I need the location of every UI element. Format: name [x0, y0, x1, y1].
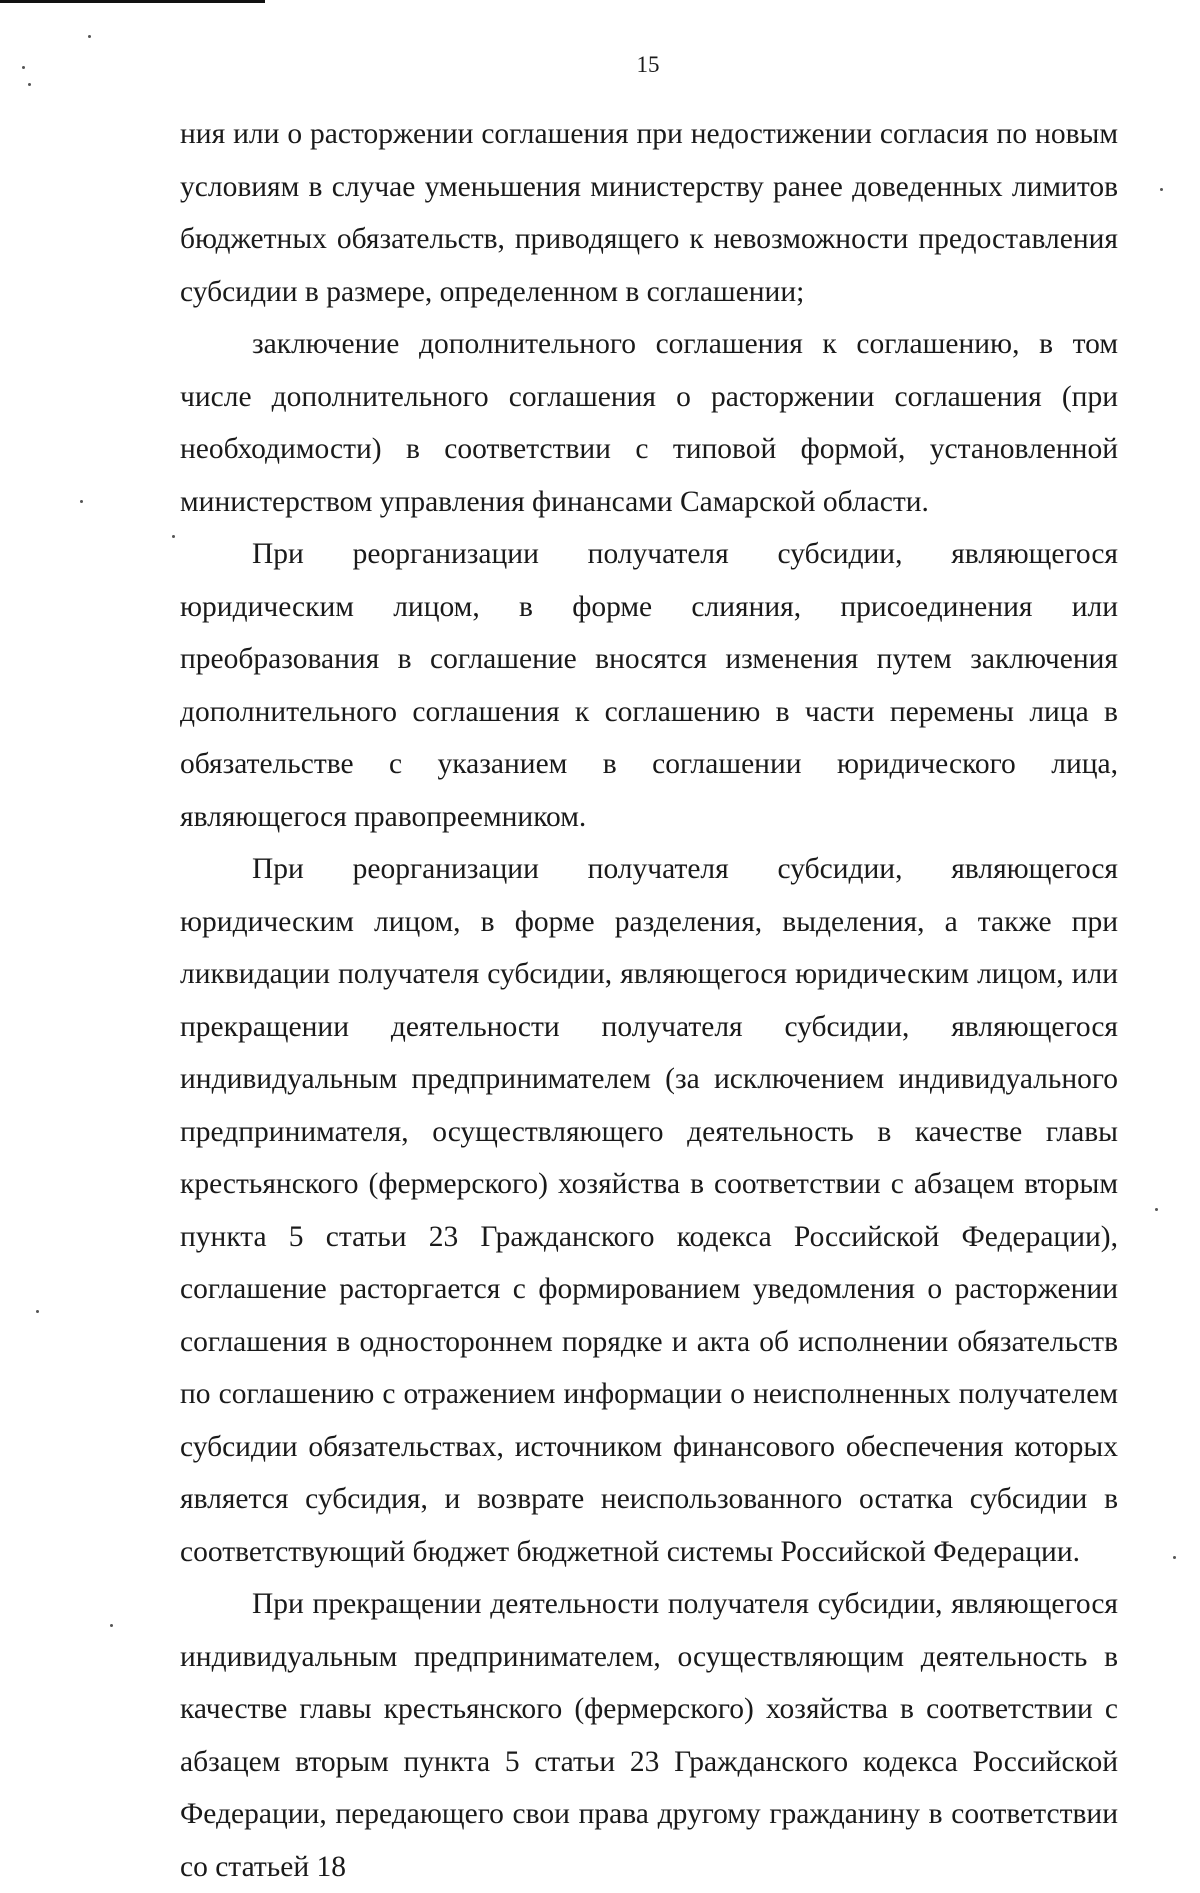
- scan-speck: [28, 83, 31, 86]
- paragraph-reorganization-division: При реорганизации получателя субсидии, являющегося юридическим лицом, в форме разделения, выделения, а также при ликвидации получателя субсидии, являющегося юридическим лицом, или прекращении деятельности получателя субсидии, являющегося индивидуальным предпринимателем (за исключением индивидуального предпринимателя, осуществляющего деятельность в качестве главы крестьянского (фермерского) хозяйства в соответствии с абзацем вторым пункта 5 статьи 23 Гражданского кодекса Российской Федерации), соглашение расторгается с формированием уведомления о расторжении соглашения в одностороннем порядке и акта об исполнении обязательств по соглашению с отражением информации о неисполненных получателем субсидии обязательствах, источником финансового обеспечения которых является субсидия, и возврате неиспользованного остатка субсидии в соответствующий бюджет бюджетной системы Российской Федерации.: [180, 853, 1118, 1568]
- scan-speck: [110, 1624, 113, 1627]
- scan-speck: [1155, 1208, 1158, 1211]
- document-body: [180, 108, 1118, 1893]
- scan-speck: [88, 35, 91, 38]
- scan-speck: [1173, 1556, 1176, 1559]
- scan-speck: [36, 1310, 39, 1313]
- paragraph-additional-agreement: заключение дополнительного соглашения к соглашению, в том числе дополнительного соглашения о расторжении соглашения (при необходимости) в соответствии с типовой формой, установленной министерством управления финансами Самарской области.: [180, 328, 1118, 518]
- paragraph-continuation: ния или о расторжении соглашения при недостижении согласия по новым условиям в случае уменьшения министерству ранее доведенных лимитов бюджетных обязательств, приводящего к невозможности предоставления субсидии в размере, определенном в соглашении;: [180, 118, 1118, 308]
- scan-speck: [172, 535, 175, 538]
- scan-speck: [22, 66, 25, 69]
- scan-speck: [80, 500, 83, 503]
- scan-edge-mark: [0, 0, 265, 3]
- paragraph-reorganization-merger: При реорганизации получателя субсидии, являющегося юридическим лицом, в форме слияния, присоединения или преобразования в соглашение вносятся изменения путем заключения дополнительного соглашения к соглашению в части перемены лица в обязательстве с указанием в соглашении юридического лица, являющегося правопреемником.: [180, 538, 1118, 833]
- scan-speck: [1160, 188, 1163, 191]
- page-number: 15: [636, 52, 660, 77]
- paragraph-termination-farm: При прекращении деятельности получателя субсидии, являющегося индивидуальным предпринимателем, осуществляющим деятельность в качестве главы крестьянского (фермерского) хозяйства в соответствии с абзацем вторым пункта 5 статьи 23 Гражданского кодекса Российской Федерации, передающего свои права другому гражданину в соответствии со статьей 18: [180, 1588, 1118, 1883]
